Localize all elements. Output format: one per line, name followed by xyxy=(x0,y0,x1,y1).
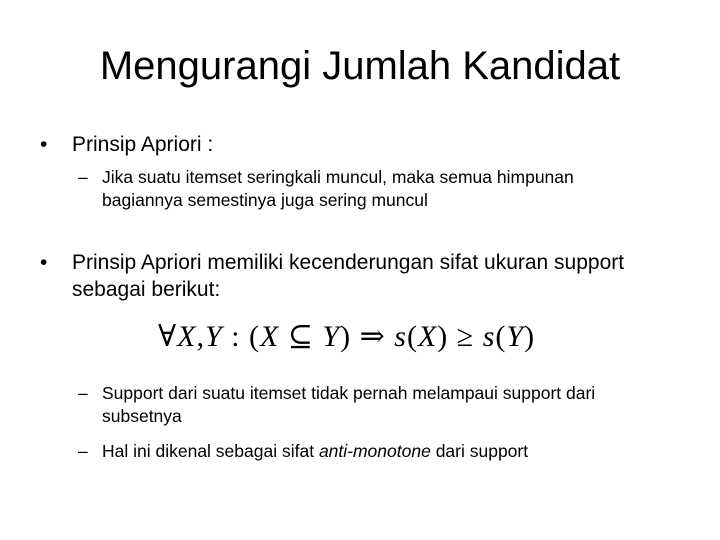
dash-icon: – xyxy=(78,167,88,187)
bullet-apriori-principle xyxy=(40,131,680,158)
subset-symbol: ⊆ xyxy=(279,320,323,353)
bullet-icon: • xyxy=(40,133,48,156)
slide-title: Mengurangi Jumlah Kandidat xyxy=(99,44,621,88)
sub-bullet-anti-monotone xyxy=(78,440,678,463)
sub-bullet-frequent-itemset xyxy=(78,166,638,212)
geq-symbol: ≥ xyxy=(448,320,483,353)
formula-var-x: X xyxy=(259,320,280,353)
anti-monotone-formula xyxy=(158,315,603,359)
formula-paren: ) xyxy=(524,320,536,353)
anti-monotone-term: anti-monotone xyxy=(318,441,431,461)
formula-paren: ) xyxy=(437,320,449,353)
formula-var-y: Y xyxy=(322,320,341,353)
formula-paren: ( xyxy=(495,320,507,353)
formula-support-fn: s xyxy=(394,320,407,353)
formula-var-x: X xyxy=(177,320,197,353)
formula-colon: : ( xyxy=(222,320,260,353)
sub-bullet-text: Jika suatu itemset seringkali muncul, maka semua himpunan bagiannya semestinya juga sering muncul xyxy=(102,167,574,210)
formula-var-y: Y xyxy=(506,320,525,353)
dash-icon: – xyxy=(78,441,88,461)
implies-symbol: ) ⇒ xyxy=(340,320,395,353)
sub-bullet-text: Support dari suatu itemset tidak pernah melampaui support dari subsetnya xyxy=(102,383,596,426)
forall-symbol: ∀ xyxy=(158,320,178,353)
bullet-icon: • xyxy=(40,251,48,274)
bullet-text: Prinsip Apriori memiliki kecenderungan sifat ukuran support sebagai berikut: xyxy=(72,251,625,301)
dash-icon: – xyxy=(78,383,88,403)
formula-var-y: Y xyxy=(204,320,223,353)
formula-paren: ( xyxy=(406,320,418,353)
formula-var-x: X xyxy=(417,320,438,353)
bullet-support-property xyxy=(40,249,680,303)
sub-bullet-text xyxy=(102,440,678,463)
sub-bullet-text-prefix: Hal ini dikenal sebagai sifat xyxy=(102,441,319,461)
formula-comma: , xyxy=(196,320,205,353)
sub-bullet-text-suffix: dari support xyxy=(430,441,529,461)
sub-bullet-support-never-exceeds xyxy=(78,382,638,428)
bullet-text: Prinsip Apriori : xyxy=(72,133,214,156)
formula-support-fn: s xyxy=(482,320,496,353)
